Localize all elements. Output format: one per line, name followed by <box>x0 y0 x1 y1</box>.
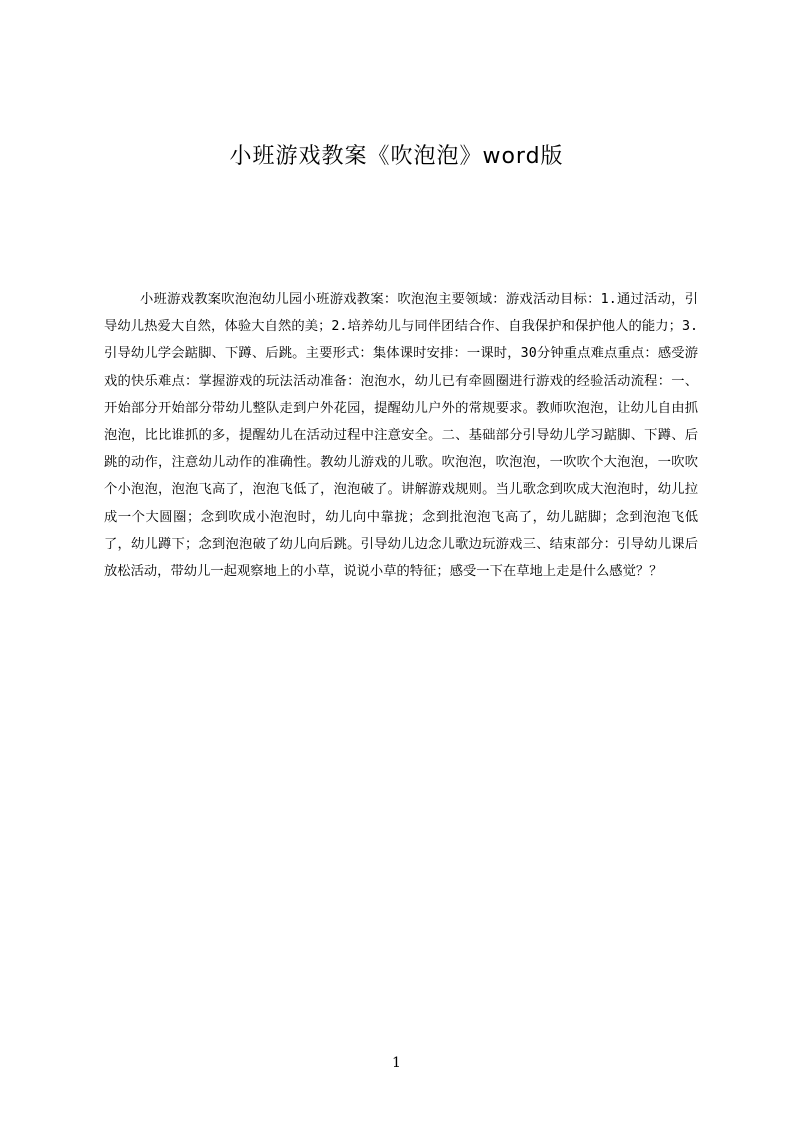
page-number: 1 <box>392 1055 401 1071</box>
document-title: 小班游戏教案《吹泡泡》word版 <box>229 144 564 169</box>
body-paragraph: 小班游戏教案吹泡泡幼儿园小班游戏教案：吹泡泡主要领域：游戏活动目标：1.通过活动，引导幼儿热爱大自然，体验大自然的美；2.培养幼儿与同伴团结合作、自我保护和保护他人的能力；3.引导幼儿学会踮脚、下蹲、后跳。主要形式：集体课时安排：一课时，30分钟重点难点重点：感受游戏的快乐难点：掌握游戏的玩法活动准备：泡泡水，幼儿已有牵圆圈进行游戏的经验活动流程：一、开始部分开始部分带幼儿整队走到户外花园，提醒幼儿户外的常规要求。教师吹泡泡，让幼儿自由抓泡泡，比比谁抓的多，提醒幼儿在活动过程中注意安全。二、基础部分引导幼儿学习踮脚、下蹲、后跳的动作，注意幼儿动作的准确性。教幼儿游戏的儿歌。吹泡泡，吹泡泡，一吹吹个大泡泡，一吹吹个小泡泡，泡泡飞高了，泡泡飞低了，泡泡破了。讲解游戏规则。当儿歌念到吹成大泡泡时，幼儿拉成一个大圆圈；念到吹成小泡泡时，幼儿向中靠拢；念到批泡泡飞高了，幼儿踮脚；念到泡泡飞低了，幼儿蹲下；念到泡泡破了幼儿向后跳。引导幼儿边念儿歌边玩游戏三、结束部分：引导幼儿课后放松活动，带幼儿一起观察地上的小草，说说小草的特征；感受一下在草地上走是什么感觉？？ <box>104 292 698 580</box>
